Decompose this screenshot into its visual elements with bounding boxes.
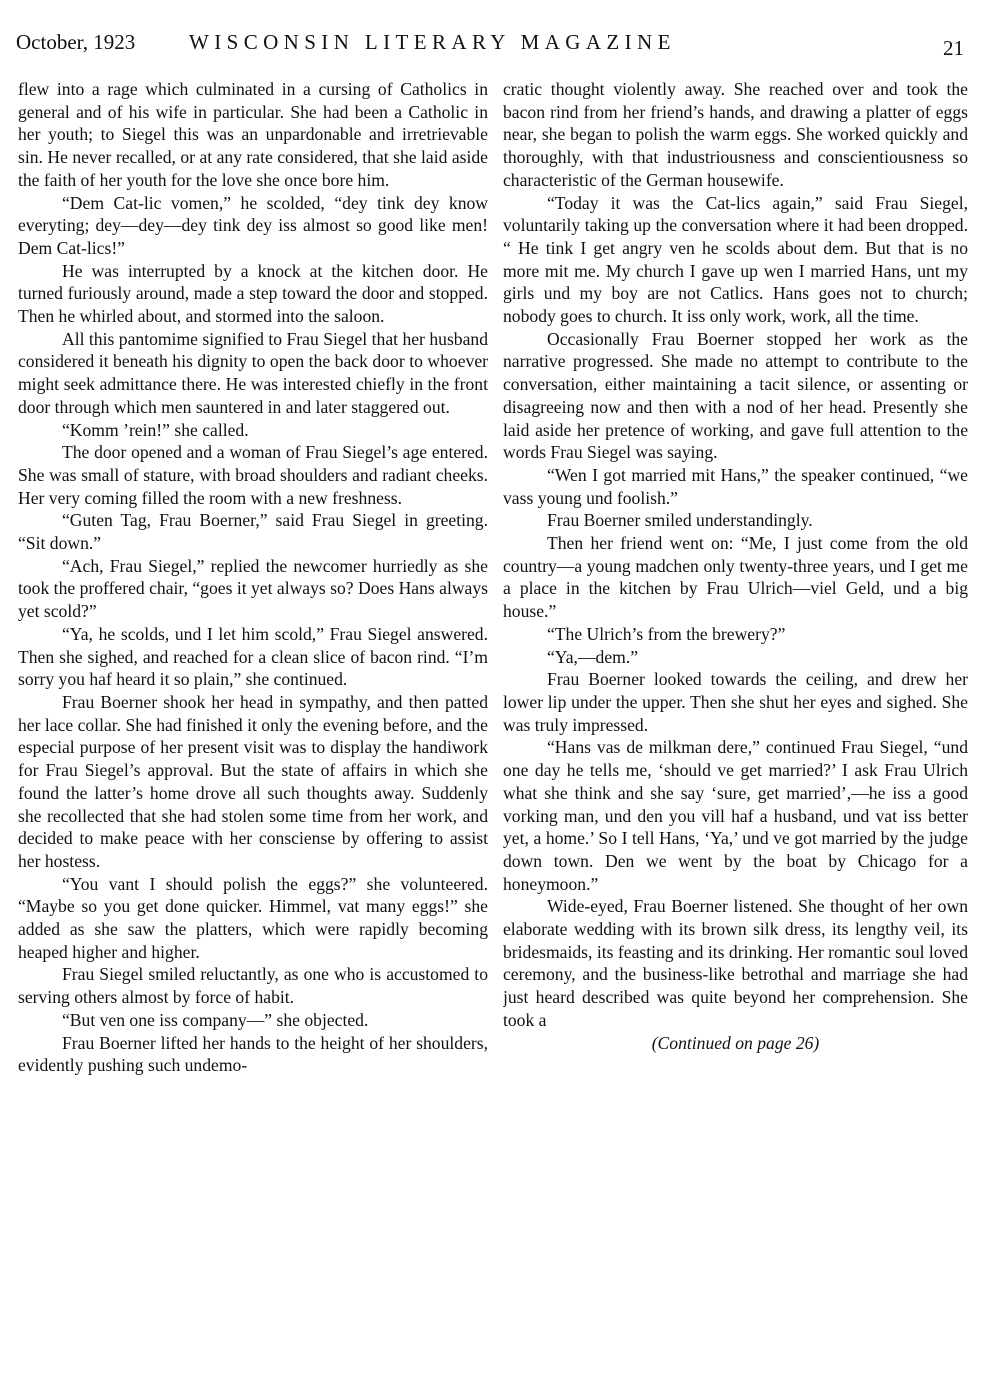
paragraph: Then her friend went on: “Me, I just come from the old country—a young madchen only twenty-three years, und I get me a place in the kitchen by Frau Ulrich—viel Geld, und a big house.” bbox=[503, 533, 968, 622]
paragraph: Occasionally Frau Boerner stopped her work as the narrative progressed. She made no attempt to contribute to the conversation, either maintaining a tacit silence, or assenting or disagreeing now and then with a nod of her head. Presently she laid aside her pretence of working, and gave full attention to the words Frau Siegel was saying. bbox=[503, 328, 968, 463]
paragraph: cratic thought violently away. She reached over and took the bacon rind from her friend’s hands, and drawing a platter of eggs near, she began to polish the warm eggs. She worked quickly and thoroughly, with that industriousness and conscientiousness so characteristic of the German housewife. bbox=[503, 79, 968, 190]
paragraph: “Ya,—dem.” bbox=[547, 646, 639, 667]
paragraph: “Ach, Frau Siegel,” replied the newcomer hurriedly as she took the proffered chair, “goes it yet always so? Does Hans always yet scold?” bbox=[18, 555, 488, 622]
paragraph: “Dem Cat-lic vomen,” he scolded, “dey tink dey know everyting; dey—dey—dey tink dey iss almost so good like men! Dem Cat-lics!” bbox=[18, 192, 488, 258]
paragraph: “Hans vas de milkman dere,” continued Frau Siegel, “und one day he tells me, ‘should ve get married?’ I ask Frau Ulrich what she think and she say ‘sure, get married’,—he iss a good vorking man, und den you vill haf a husband, und vat iss better yet, a home.’ So I tell Hans, ‘Ya,’ und ve got married by the judge down town. Den we went by the boat by Chicago for a honeymoon.” bbox=[503, 737, 968, 894]
right-column bbox=[503, 78, 968, 1368]
magazine-title: WISCONSIN LITERARY MAGAZINE bbox=[189, 30, 676, 54]
paragraph: flew into a rage which culminated in a cursing of Catholics in general and of his wife in particular. She had been a Catholic in her youth; to Siegel this was an unpardonable and irretrievable sin. He never recalled, or at any rate considered, that she laid aside the faith of her youth for the love she once bore him. bbox=[18, 79, 488, 190]
paragraph: “Guten Tag, Frau Boerner,” said Frau Siegel in greeting. “Sit down.” bbox=[18, 510, 488, 554]
continued-note: (Continued on page 26) bbox=[651, 1032, 820, 1053]
paragraph: “Komm ’rein!” she called. bbox=[62, 419, 249, 440]
page-number: 21 bbox=[943, 36, 964, 60]
paragraph: “The Ulrich’s from the brewery?” bbox=[547, 623, 786, 644]
paragraph: “Wen I got married mit Hans,” the speaker continued, “we vass young und foolish.” bbox=[503, 464, 968, 508]
paragraph: “Ya, he scolds, und I let him scold,” Frau Siegel answered. Then she sighed, and reached for a clean slice of bacon rind. “I’m sorry you haf heard it so plain,” she continued. bbox=[18, 623, 488, 690]
issue-date: October, 1923 bbox=[16, 30, 136, 54]
paragraph: Frau Boerner shook her head in sympathy, and then patted her lace collar. She had finished it only the evening before, and the especial purpose of her present visit was to display the handiwork for Frau Siegel’s approval. But the state of affairs in which she found the latter’s home drove all such thoughts away. Suddenly she recollected that she had stolen some time from her work, and decided to make peace with her consciense by offering to assist her hostess. bbox=[18, 691, 488, 871]
paragraph: “You vant I should polish the eggs?” she volunteered. “Maybe so you get done quicker. Himmel, vat many eggs!” she added as she saw the platters, which were rapidly becoming heaped higher and higher. bbox=[18, 873, 488, 962]
left-column bbox=[18, 78, 488, 1368]
paragraph: The door opened and a woman of Frau Siegel’s age entered. She was small of stature, with broad shoulders and radiant cheeks. Her very coming filled the room with a new freshness. bbox=[18, 442, 488, 508]
paragraph: He was interrupted by a knock at the kitchen door. He turned furiously around, made a step toward the door and stopped. Then he whirled about, and stormed into the saloon. bbox=[18, 260, 488, 327]
paragraph: Frau Boerner lifted her hands to the height of her shoulders, evidently pushing such undemo- bbox=[18, 1032, 488, 1076]
paragraph: Frau Boerner looked towards the ceiling, and drew her lower lip under the upper. Then she shut her eyes and sighed. She was truly impressed. bbox=[503, 669, 968, 735]
paragraph: Frau Siegel smiled reluctantly, as one who is accustomed to serving others almost by force of habit. bbox=[18, 964, 488, 1008]
paragraph: “But ven one iss company—” she objected. bbox=[62, 1009, 369, 1030]
paragraph: All this pantomime signified to Frau Siegel that her husband considered it beneath his dignity to open the back door to whoever might seek admittance there. He was interested chiefly in the front door through which men sauntered in and later staggered out. bbox=[18, 328, 488, 417]
running-header bbox=[16, 30, 964, 64]
paragraph: Frau Boerner smiled understandingly. bbox=[547, 510, 813, 531]
paragraph: “Today it was the Cat-lics again,” said Frau Siegel, voluntarily taking up the conversation where it had been dropped. “ He tink I get angry ven he scolds about dem. But that is no more mit me. My church I gave up wen I married Hans, unt my girls und my boy are not Catlics. Hans goes not to church; nobody goes to church. It iss only work, work, all the time. bbox=[503, 192, 968, 327]
paragraph: Wide-eyed, Frau Boerner listened. She thought of her own elaborate wedding with its brown silk dress, its lengthy veil, its bridesmaids, its feasting and its drinking. Her romantic soul loved ceremony, and the business-like betrothal and marriage she had just heard described was quite beyond her comprehension. She took a bbox=[503, 896, 968, 1030]
